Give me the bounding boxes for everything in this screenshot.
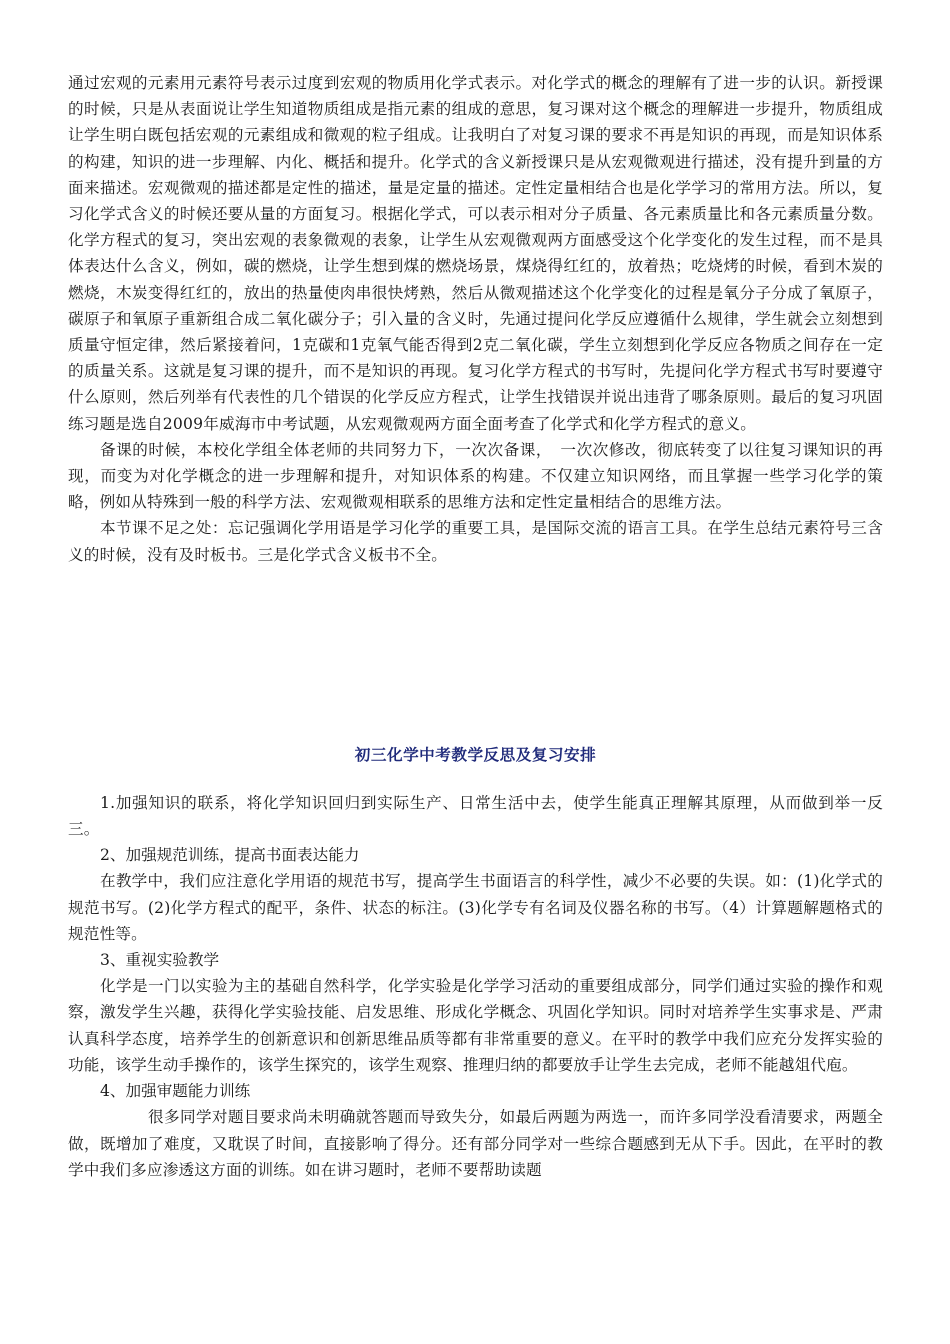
point-2-text: 在教学中，我们应注意化学用语的规范书写，提高学生书面语言的科学性，减少不必要的失误。如：(1)化学式的规范书写。(2)化学方程式的配平，条件、状态的标注。(3)化学专有名词及仪器名称的书写。（4）计算题解题格式的规范性等。 — [68, 872, 883, 943]
document-page — [68, 70, 883, 1183]
paragraph-lesson-preparation: 备课的时候，本校化学组全体老师的共同努力下，一次次备课， 一次次修改，彻底转变了以往复习课知识的再现，而变为对化学概念的进一步理解和提升，对知识体系的构建。不仅建立知识网络，而且掌握一些学习化学的策略，例如从特殊到一般的科学方法、宏观微观相联系的思维方法和定性定量相结合的思维方法。 — [68, 440, 883, 512]
document-title: 初三化学中考教学反思及复习安排 — [354, 744, 597, 764]
point-1-text: 1.加强知识的联系，将化学知识回归到实际生产、日常生活中去，使学生能真正理解其原理，从而做到举一反三。 — [68, 793, 883, 839]
point-3-heading: 3、重视实验教学 — [100, 951, 220, 970]
point-4-text: 很多同学对题目要求尚未明确就答题而导致失分，如最后两题为两选一，而许多同学没看清要求，两题全做，既增加了难度，又耽误了时间，直接影响了得分。还有部分同学对一些综合题感到无从下手。因此，在平时的教学中我们多应渗透这方面的训练。如在讲习题时，老师不要帮助读题 — [68, 1108, 883, 1179]
paragraph-shortcomings: 本节课不足之处：忘记强调化学用语是学习化学的重要工具，是国际交流的语言工具。在学生总结元素符号三含义的时候，没有及时板书。三是化学式含义板书不全。 — [68, 519, 883, 564]
section-spacer — [68, 568, 883, 742]
point-3-text: 化学是一门以实验为主的基础自然科学，化学实验是化学学习活动的重要组成部分，同学们通过实验的操作和观察，激发学生兴趣，获得化学实验技能、启发思维、形成化学概念、巩固化学知识。同时对培养学生实事求是、严肃认真科学态度，培养学生的创新意识和创新思维品质等都有非常重要的意义。在平时的教学中我们应充分发挥实验的功能，该学生动手操作的，该学生探究的，该学生观察、推理归纳的都要放手让学生去完成，老师不能越俎代庖。 — [68, 977, 883, 1074]
paragraph-macro-micro: 通过宏观的元素用元素符号表示过度到宏观的物质用化学式表示。对化学式的概念的理解有了进一步的认识。新授课的时候，只是从表面说让学生知道物质组成是指元素的组成的意思，复习课对这个概念的理解进一步提升，物质组成让学生明白既包括宏观的元素组成和微观的粒子组成。让我明白了对复习课的要求不再是知识的再现，而是知识体系的构建，知识的进一步理解、内化、概括和提升。化学式的含义新授课只是从宏观微观进行描述，没有提升到量的方面来描述。宏观微观的描述都是定性的描述，量是定量的描述。定性定量相结合也是化学学习的常用方法。所以，复习化学式含义的时候还要从量的方面复习。根据化学式，可以表示相对分子质量、各元素质量比和各元素质量分数。化学方程式的复习，突出宏观的表象微观的表象，让学生从宏观微观两方面感受这个化学变化的发生过程，而不是具体表达什么含义，例如，碳的燃烧，让学生想到煤的燃烧场景，煤烧得红红的，放着热；吃烧烤的时候，看到木炭的燃烧，木炭变得红红的，放出的热量使肉串很快烤熟，然后从微观描述这个化学变化的过程是氧分子分成了氧原子，碳原子和氧原子重新组合成二氧化碳分子；引入量的含义时，先通过提问化学反应遵循什么规律，学生就会立刻想到质量守恒定律，然后紧接着问，1克碳和1克氧气能否得到2克二氧化碳，学生立刻想到化学反应各物质之间存在一定的质量关系。这就是复习课的提升，而不是知识的再现。复习化学方程式的书写时，先提问化学方程式书写时要遵守什么原则，然后列举有代表性的几个错误的化学反应方程式，让学生找错误并说出违背了哪条原则。最后的复习巩固练习题是选自2009年威海市中考试题，从宏观微观两方面全面考查了化学式和化学方程式的意义。 — [68, 74, 883, 433]
point-4-heading: 4、加强审题能力训练 — [100, 1082, 251, 1101]
point-2-heading: 2、加强规范训练，提高书面表达能力 — [100, 846, 360, 865]
